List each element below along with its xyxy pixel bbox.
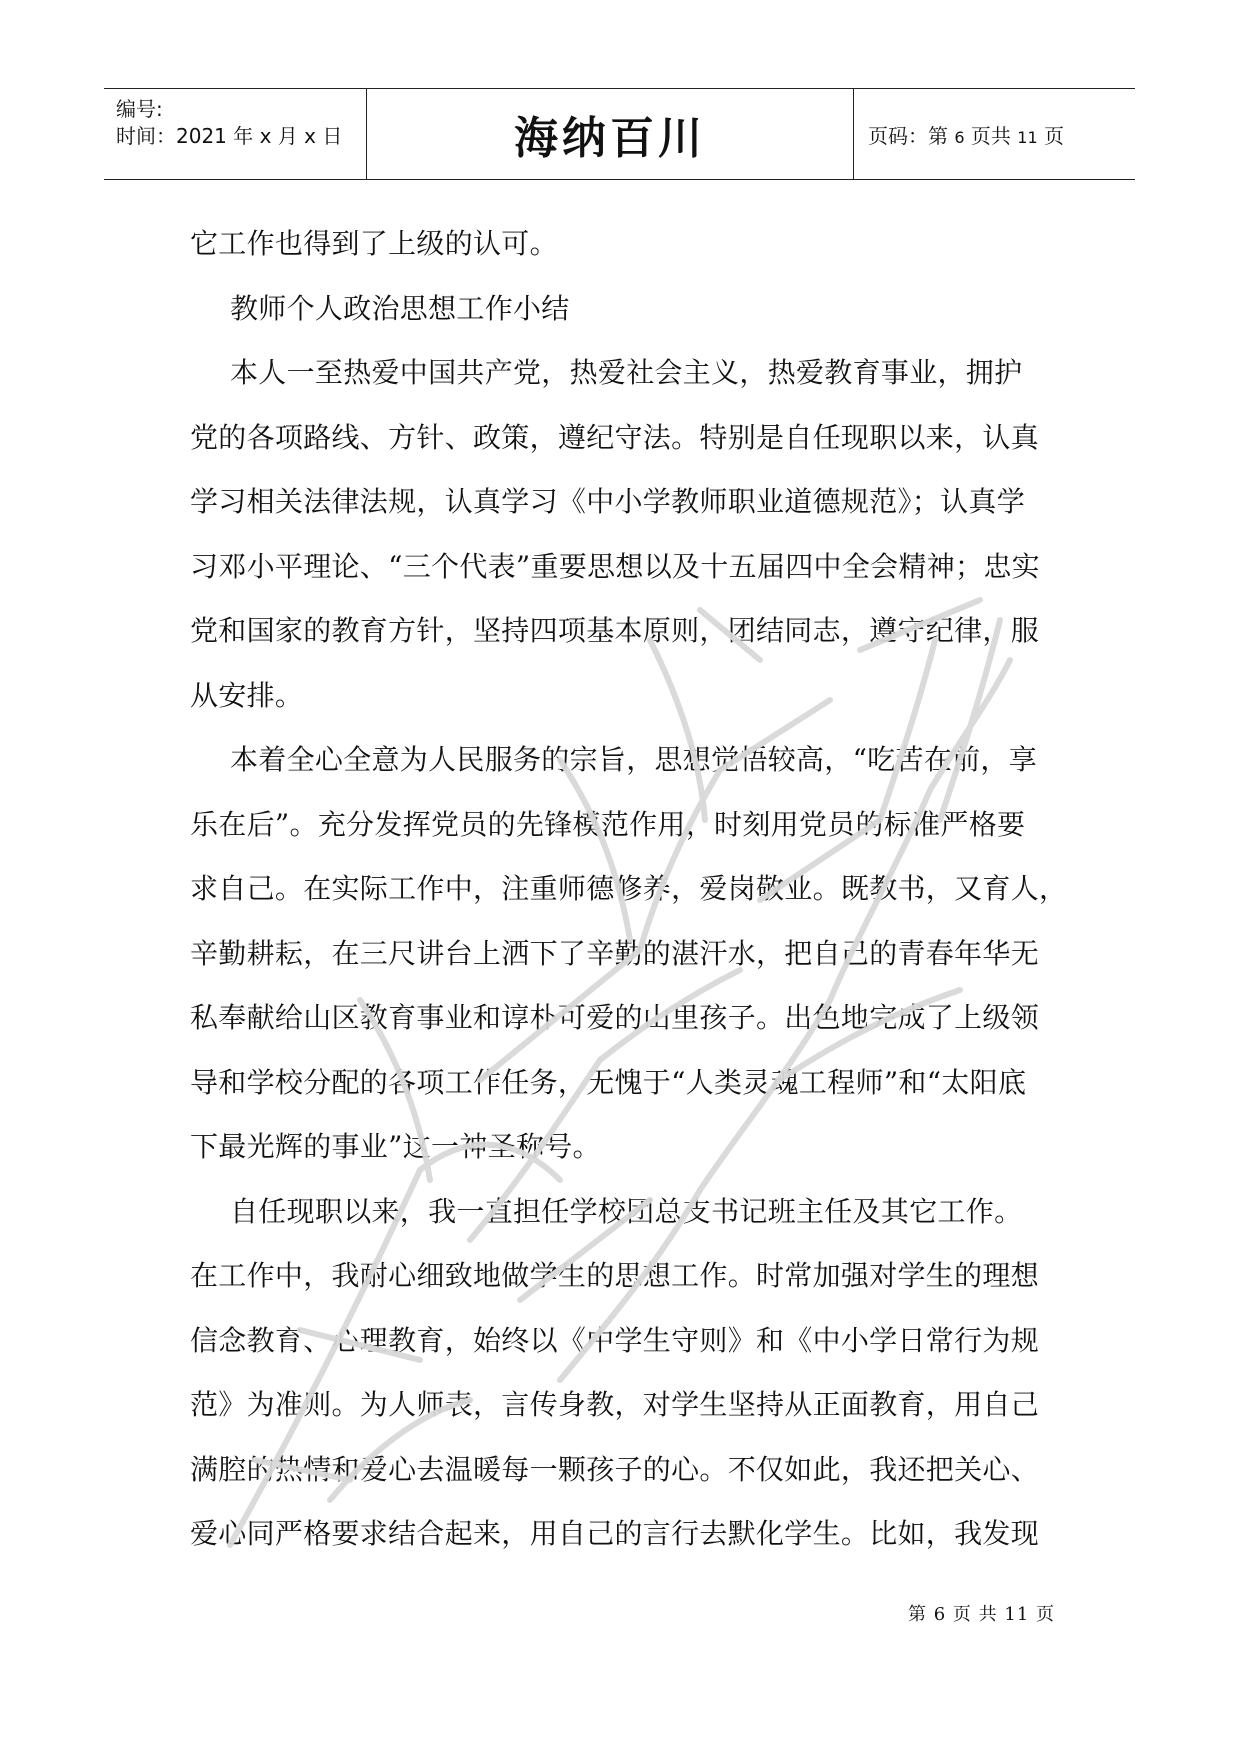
text-line: 满腔的热情和爱心去温暖每一颗孩子的心。不仅如此，我还把关心、 <box>190 1452 1040 1486</box>
text-line: 学习相关法律法规，认真学习《中小学教师职业道德规范》；认真学 <box>190 485 1026 518</box>
page-footer: 第 6 页 共 11 页 <box>908 1604 1055 1625</box>
page-code-number: 6 <box>954 127 965 147</box>
text-line: 在工作中，我耐心细致地做学生的思想工作。时常加强对学生的理想 <box>190 1259 1040 1292</box>
text-line: 爱心同严格要求结合起来，用自己的言行去默化学生。比如，我发现 <box>190 1517 1040 1550</box>
text-line: 党的各项路线、方针、政策，遵纪守法。特别是自任现职以来，认真 <box>190 420 1040 454</box>
header-page-code <box>868 120 1064 149</box>
header-right-cell <box>854 89 1135 179</box>
text-line: 自任现职以来，我一直担任学校团总支书记班主任及其它工作。 <box>230 1194 1023 1228</box>
text-line: 辛勤耕耘，在三尺讲台上洒下了辛勤的湛汗水，把自己的青春年华无 <box>190 936 1040 970</box>
header-brand-title: 海纳百川 <box>514 113 706 164</box>
page-code-prefix: 页码：第 <box>868 123 955 148</box>
text-line: 习邓小平理论、“三个代表”重要思想以及十五届四中全会精神；忠实 <box>190 549 1040 583</box>
page-code-suffix: 页 <box>1037 123 1064 148</box>
text-line: 导和学校分配的各项工作任务，无愧于“人类灵魂工程师”和“太阳底 <box>190 1065 1027 1099</box>
text-line: 本着全心全意为人民服务的宗旨，思想觉悟较高，“吃苦在前，享 <box>230 743 1038 776</box>
header-center-cell <box>366 89 854 179</box>
page-code-middle: 页共 <box>964 123 1018 148</box>
text-line: 信念教育、心理教育，始终以《中学生守则》和《中小学日常行为规 <box>190 1323 1040 1357</box>
body-text <box>190 212 1068 1567</box>
section-heading: 教师个人政治思想工作小结 <box>230 291 570 325</box>
text-line: 下最光辉的事业”这一神圣称号。 <box>190 1130 601 1163</box>
page-header <box>104 88 1135 180</box>
text-line: 它工作也得到了上级的认可。 <box>190 227 558 260</box>
document-time: 时间：2021 年 x 月 x 日 <box>116 124 343 148</box>
text-line: 私奉献给山区教育事业和谆朴可爱的山里孩子。出色地完成了上级领 <box>190 1001 1040 1034</box>
page-code-total: 11 <box>1017 127 1038 147</box>
document-code-label: 编号: <box>116 97 163 121</box>
text-line: 范》为准则。为人师表，言传身教，对学生坚持从正面教育，用自己 <box>190 1388 1040 1421</box>
text-line: 本人一至热爱中国共产党，热爱社会主义，热爱教育事业，拥护 <box>230 356 1023 389</box>
text-line: 从安排。 <box>190 678 304 712</box>
text-line: 党和国家的教育方针，坚持四项基本原则，团结同志，遵守纪律，服 <box>190 614 1040 647</box>
text-line: 乐在后”。充分发挥党员的先锋模范作用，时刻用党员的标准严格要 <box>190 807 1026 841</box>
text-line: 求自己。在实际工作中，注重师德修养，爱岗敬业。既教书，又育人， <box>190 872 1068 905</box>
header-left-cell <box>104 89 366 179</box>
